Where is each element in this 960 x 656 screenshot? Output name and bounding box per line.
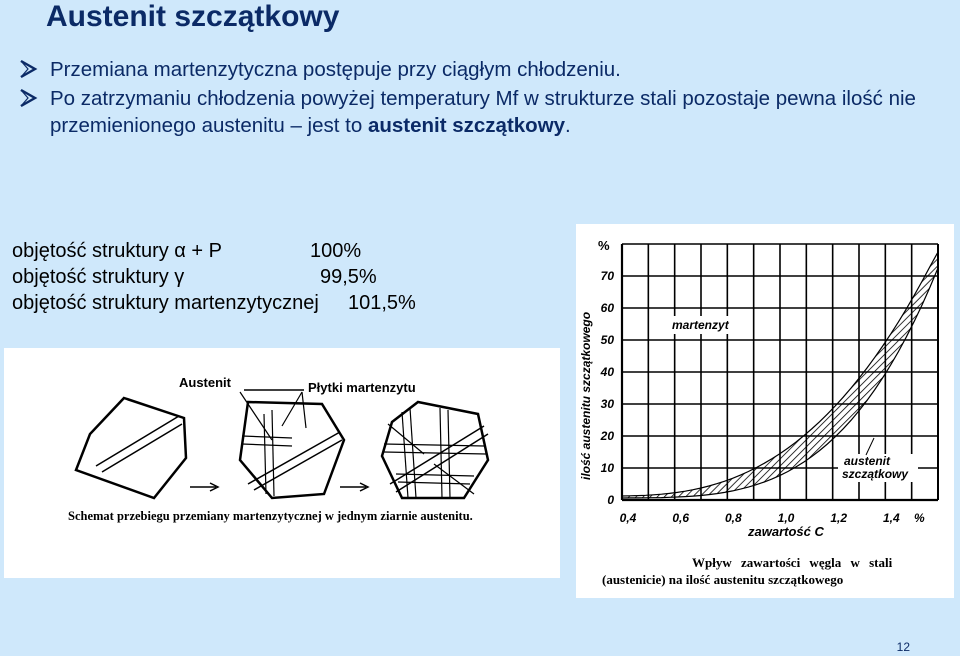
y-tick-label: 20 (600, 429, 614, 443)
volume-label: objętość struktury α + P (12, 240, 222, 262)
arrow-bullet-icon (18, 88, 40, 108)
x-tick-label: 0,8 (724, 511, 742, 525)
x-unit: % (914, 511, 925, 525)
bullet-2-end: . (565, 114, 571, 137)
arrow-right-icon (340, 483, 368, 491)
region-austenit: austenit (844, 454, 891, 468)
bullet-1 (18, 56, 948, 83)
y-tick-label: 40 (600, 365, 614, 379)
volume-value: 101,5% (348, 292, 416, 314)
bullet-2-bold: austenit szczątkowy (367, 114, 566, 137)
volume-row (12, 238, 362, 264)
label-pointer (866, 438, 874, 455)
arrow-bullet-icon (18, 59, 40, 79)
volume-label: objętość struktury γ (12, 266, 185, 288)
bullet-2-text: Po zatrzymaniu chłodzenia powyżej temperatury Mf w strukturze stali pozostaje pewna ilość nie przemienionego austenitu – jest to (50, 87, 916, 137)
graph-drawing (576, 224, 954, 598)
x-tick-label: 1,2 (830, 511, 848, 525)
bullet-list (18, 56, 948, 139)
scheme-caption: Schemat przebiegu przemiany martenzytycznej w jednym ziarnie austenitu. (68, 509, 473, 523)
label-austenit: Austenit (179, 375, 231, 390)
y-tick-label: 30 (600, 397, 614, 411)
martensite-scheme-figure (4, 348, 560, 578)
bullet-2 (18, 85, 948, 139)
label-plytki: Płytki martenzytu (308, 380, 416, 395)
graph-caption-1: Wpływ zawartości węgla w stali (692, 555, 893, 570)
arrow-right-icon (190, 483, 218, 491)
y-tick-label: 0 (607, 493, 614, 507)
y-tick-label: 50 (600, 333, 614, 347)
graph-caption-2: (austenicie) na ilość austenitu szczątkowego (602, 572, 844, 587)
x-tick-label: 1,4 (882, 511, 900, 525)
slide-title: Austenit szczątkowy (46, 0, 340, 33)
x-tick-label: 0,6 (672, 511, 690, 525)
page-number: 12 (896, 640, 910, 654)
x-axis-label: zawartość C (748, 524, 824, 539)
retained-austenite-graph (576, 224, 954, 598)
volume-value: 100% (310, 240, 362, 262)
y-axis-label: ilość austenitu szczątkowego (579, 311, 593, 480)
grain-1 (76, 398, 186, 498)
bullet-1-text: Przemiana martenzytyczna postępuje przy ciągłym chłodzeniu. (50, 58, 621, 81)
y-tick-labels (600, 269, 615, 507)
region-martenzyt: martenzyt (672, 318, 729, 332)
pointer-line (282, 392, 302, 426)
x-tick-labels (620, 511, 900, 525)
pointer-line (302, 392, 306, 428)
scheme-drawing (4, 348, 560, 578)
y-tick-label: 60 (600, 301, 614, 315)
x-tick-label: 0,4 (619, 511, 637, 525)
y-tick-label: 70 (600, 269, 614, 283)
x-tick-label: 1,0 (777, 511, 795, 525)
volume-list (12, 238, 416, 316)
y-unit: % (598, 238, 610, 253)
region-szczatkowy: szczątkowy (842, 467, 909, 481)
volume-row (12, 264, 377, 290)
volume-value: 99,5% (320, 266, 377, 288)
volume-label: objętość struktury martenzytycznej (12, 292, 319, 314)
y-tick-label: 10 (600, 461, 614, 475)
volume-row (12, 290, 416, 316)
